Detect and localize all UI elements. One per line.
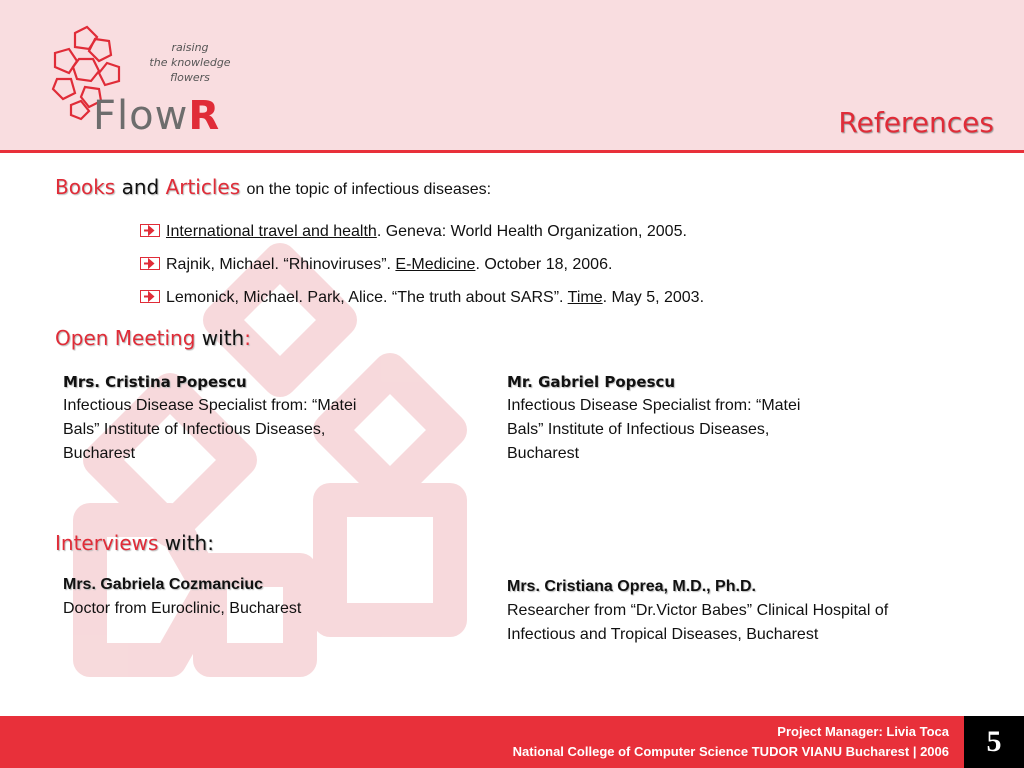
- person-name: Mrs. Gabriela Cozmanciuc: [63, 576, 264, 593]
- tagline-line: the knowledge: [149, 56, 231, 69]
- person-desc-line: Bucharest: [63, 445, 136, 462]
- footer-credits: [513, 722, 949, 762]
- interview-person: [63, 573, 483, 621]
- reference-list: [140, 221, 704, 320]
- logo-tagline: [140, 40, 240, 85]
- arrow-bullet-icon: [140, 224, 160, 237]
- reference-text: . Geneva: World Health Organization, 2005.: [376, 223, 687, 240]
- person-desc-line: Researcher from “Dr.Victor Babes” Clinical Hospital of: [507, 602, 889, 619]
- interviews-label: Interviews: [55, 531, 159, 555]
- footer-line: National College of Computer Science TUDOR VIANU Bucharest | 2006: [512, 744, 949, 759]
- reference-text: . May 5, 2003.: [602, 289, 705, 306]
- tagline-line: flowers: [170, 71, 210, 84]
- arrow-bullet-icon: [140, 257, 160, 270]
- person-name: Mr. Gabriel Popescu: [507, 373, 676, 391]
- list-item: [140, 254, 704, 287]
- and-label: and: [121, 175, 160, 199]
- reference-link[interactable]: International travel and health: [166, 223, 377, 240]
- person-desc-line: Bucharest: [507, 445, 580, 462]
- person-desc-line: Bals” Institute of Infectious Diseases,: [63, 421, 326, 438]
- books-label: Books: [55, 175, 116, 199]
- books-heading: [55, 175, 491, 199]
- interview-person: [507, 575, 997, 647]
- reference-text: . October 18, 2006.: [475, 256, 613, 273]
- reference-link[interactable]: E-Medicine: [395, 256, 476, 273]
- reference-text: Lemonick, Michael. Park, Alice. “The truth about SARS”.: [166, 289, 568, 306]
- page-number: 5: [964, 716, 1024, 768]
- list-item: [140, 221, 704, 254]
- person-desc-line: Doctor from Euroclinic, Bucharest: [63, 600, 302, 617]
- logo-text-accent: R: [188, 93, 221, 139]
- person-desc-line: Bals” Institute of Infectious Diseases,: [507, 421, 770, 438]
- person-desc-line: Infectious and Tropical Diseases, Bucharest: [507, 626, 819, 643]
- person-desc-line: Infectious Disease Specialist from: “Matei: [63, 397, 357, 414]
- reference-link[interactable]: Time: [567, 289, 603, 306]
- list-item: [140, 287, 704, 320]
- footer-line: Project Manager: Livia Toca: [777, 724, 949, 739]
- meeting-person: [507, 370, 927, 466]
- arrow-bullet-icon: [140, 290, 160, 303]
- articles-label: Articles: [165, 175, 241, 199]
- meeting-person: [63, 370, 483, 466]
- reference-text: Rajnik, Michael. “Rhinoviruses”.: [166, 256, 396, 273]
- header-divider: [0, 150, 1024, 153]
- page-title: References: [838, 106, 994, 139]
- person-desc-line: Infectious Disease Specialist from: “Matei: [507, 397, 801, 414]
- person-name: Mrs. Cristina Popescu: [63, 373, 247, 391]
- meeting-label: Open Meeting: [55, 326, 196, 350]
- tagline-line: raising: [171, 41, 209, 54]
- logo-wordmark: [93, 94, 220, 138]
- meeting-colon: :: [244, 326, 251, 350]
- interviews-with: with:: [164, 531, 214, 555]
- footer-band: [0, 716, 1024, 768]
- interviews-heading: [55, 531, 214, 555]
- logo-text: Flow: [93, 93, 189, 139]
- books-subtitle: on the topic of infectious diseases:: [246, 181, 492, 198]
- meeting-with: with: [201, 326, 245, 350]
- meeting-heading: [55, 326, 251, 350]
- person-name: Mrs. Cristiana Oprea, M.D., Ph.D.: [507, 578, 756, 595]
